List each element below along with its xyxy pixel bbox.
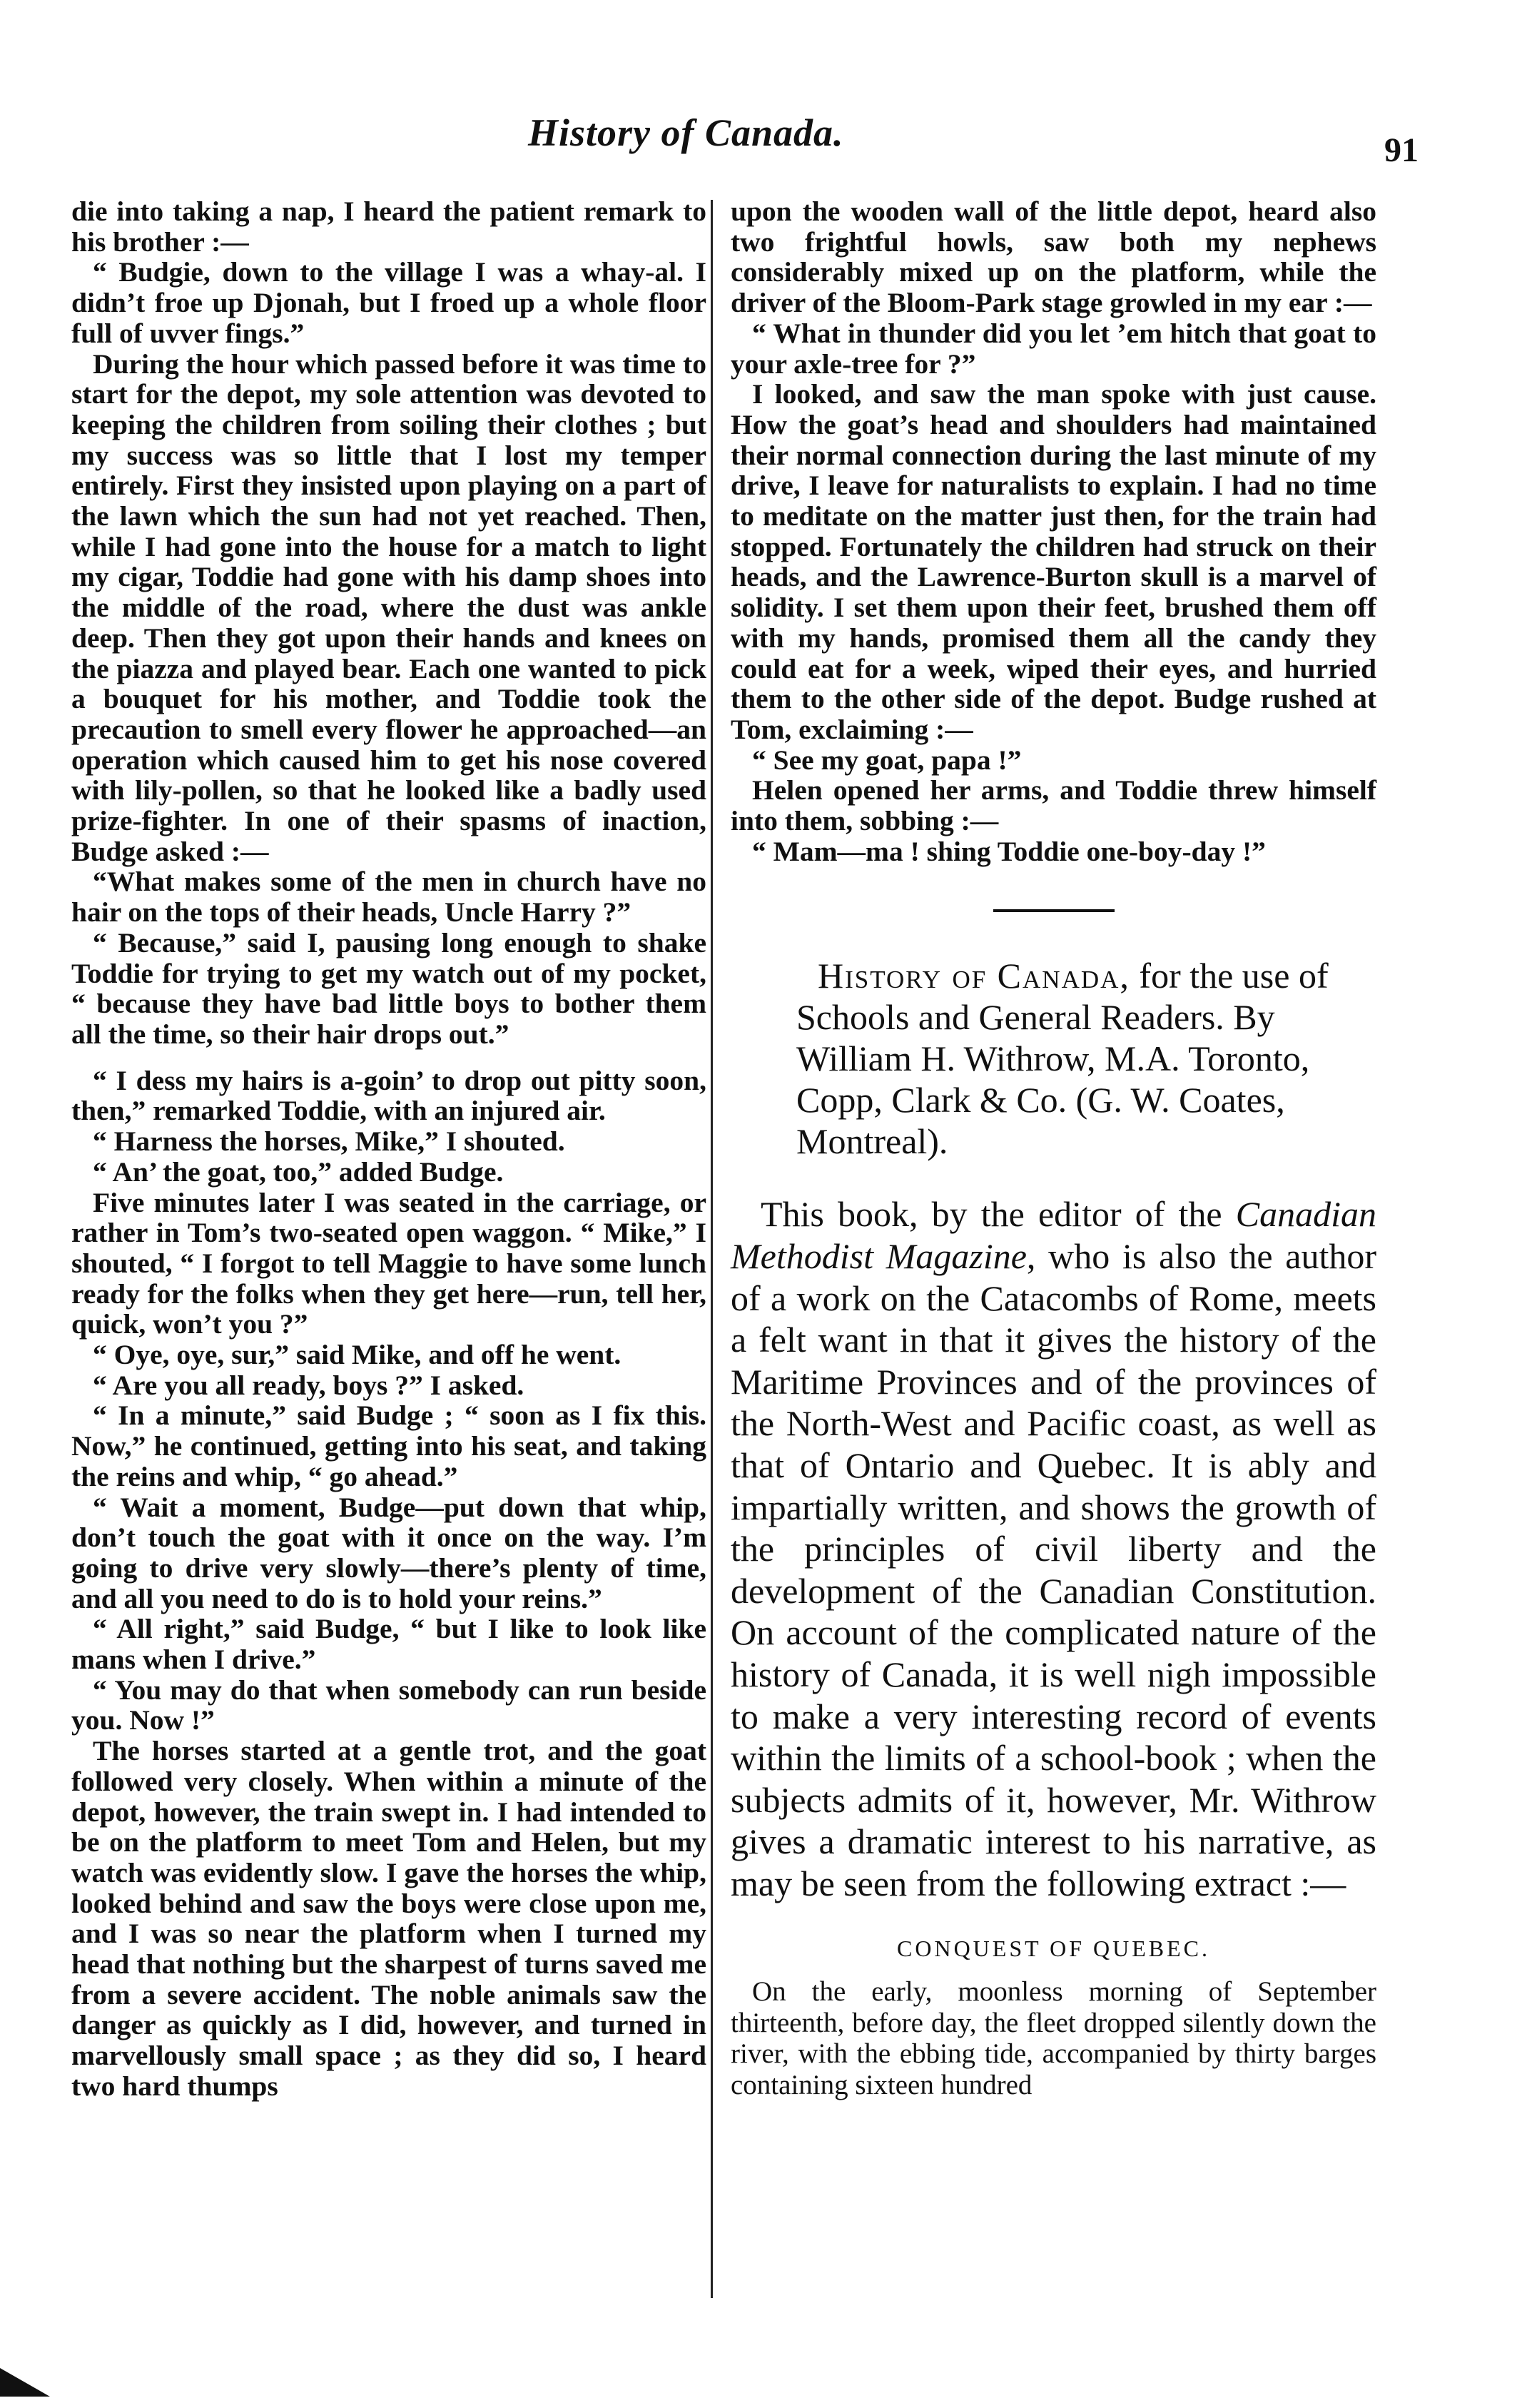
running-title: History of Canada. [528, 111, 844, 154]
paragraph: “ You may do that when somebody can run beside you. Now !” [71, 1674, 706, 1736]
page-number: 91 [1384, 131, 1419, 169]
paragraph: “ Are you all ready, boys ?” I asked. [93, 1369, 524, 1401]
review-body [731, 1193, 1376, 1904]
paragraph: “ Oye, oye, sur,” said Mike, and off he went. [93, 1339, 622, 1371]
story-continuation [731, 196, 1376, 866]
paragraph: On the early, moonless morning of September thirteenth, before day, the fleet dropped silently down the river, with the ebbing tide, accompanied by thirty barges containing sixteen hundred [731, 1976, 1376, 2100]
paragraph: During the hour which passed before it was time to start for the depot, my sole attention was devoted to keeping the children from soiling their clothes ; but my success was so little that I lost my temper entirely. First they insisted upon playing on a part of the lawn which the sun had not yet reached. Then, while I had gone into the house for a match to light my cigar, Toddie had gone with his damp shoes into the middle of the road, where the dust was ankle deep. Then they got upon their hands and knees on the piazza and played bear. Each one wanted to pick a bouquet for his mother, and Toddie took the precaution to smell every flower he approached—an operation which caused him to get his nose covered with lily-pollen, so that he looked like a badly used prize-fighter. In one of their spasms of inaction, Budge asked :— [71, 348, 706, 867]
left-column [71, 196, 706, 2102]
section-rule [993, 909, 1115, 912]
paragraph: Five minutes later I was seated in the carriage, or rather in Tom’s two-seated open waggon. “ Mike,” I shouted, “ I forgot to tell Maggie to have some lunch ready for the folks when they get here—run, tell her, quick, won’t you ?” [71, 1186, 706, 1340]
paragraph: “ Harness the horses, Mike,” I shouted. [93, 1125, 565, 1158]
extract-body [731, 1976, 1376, 2100]
right-column [731, 196, 1376, 2100]
paragraph: “ Because,” said I, pausing long enough to shake Toddie for trying to get my watch out of my pocket, “ because they have bad little boys to bother them all the time, so their hair drops out.” [71, 926, 706, 1050]
review-text-part: , who is also the author of a work on the Catacombs of Rome, meets a felt want in that it gives the history of the Maritime Provinces and of the provinces of the North-West and Pacific coast, as well as that of Ontario and Quebec. It is ably and impartially written, and shows the growth of the principles of civil liberty and the development of the Canadian Constitution. On account of the complicated nature of the history of Canada, it is well nigh impossible to make a very interesting record of events within the limits of a school-book ; when the subjects admits of it, however, Mr. Withrow gives a dramatic interest to his narrative, as may be seen from the following extract :— [731, 1236, 1376, 1903]
paragraph: “ All right,” said Budge, “ but I like to look like mans when I drive.” [71, 1613, 706, 1676]
column-divider [711, 200, 713, 2298]
page-edge-shadow [0, 2368, 50, 2397]
paragraph: “ Budgie, down to the village I was a whay-al. I didn’t froe up Djonah, but I froed up a whole floor full of uvver fings.” [71, 256, 706, 349]
paragraph: I looked, and saw the man spoke with just cause. How the goat’s head and shoulders had maintained their normal connection during the last minute of my drive, I leave for naturalists to explain. I had no time to meditate on the matter just then, for the train had stopped. Fortunately the children had struck on their heads, and the Lawrence-Burton skull is a marvel of solidity. I set them upon their feet, brushed them off with my hands, promised them all the candy they could eat for a week, wiped their eyes, and hurried them to the other side of the depot. Budge rushed at Tom, exclaiming :— [731, 378, 1376, 745]
paragraph: “ In a minute,” said Budge ; “ soon as I fix this. Now,” he continued, getting into his seat, and taking the reins and whip, “ go ahead.” [71, 1400, 706, 1492]
paragraph [731, 1193, 1376, 1904]
review-text-part: This book, by the editor of the [761, 1194, 1236, 1235]
paragraph: “What makes some of the men in church have no hair on the tops of their heads, Uncle Harry ?” [71, 866, 706, 929]
paragraph: Helen opened her arms, and Toddie threw himself into them, sobbing :— [731, 774, 1376, 837]
paragraph: The horses started at a gentle trot, and the goat followed very closely. When within a minute of the depot, however, the train swept in. I had intended to be on the platform to meet Tom and Helen, but my watch was evidently slow. I gave the horses the whip, looked behind and saw the boys were close upon me, and I was so near the platform when I turned my head that nothing but the sharpest of turns saved me from a severe accident. The noble animals saw the danger as quickly as I did, however, and turned in marvellously small space ; as they did so, I heard two hard thumps [71, 1735, 706, 2102]
magazine-title: Canadian Methodist Magazine [731, 1194, 1376, 1277]
paragraph: “ See my goat, papa !” [752, 744, 1022, 776]
paragraph: “ I dess my hairs is a-goin’ to drop out pitty soon, then,” remarked Toddie, with an injured air. [71, 1064, 706, 1127]
paragraph: “ Wait a moment, Budge—put down that whip, don’t touch the goat with it once on the way. I’m going to drive very slowly—there’s plenty of time, and all you need to do is to hold your reins.” [71, 1491, 706, 1614]
paragraph: upon the wooden wall of the little depot, heard also two frightful howls, saw both my nephews considerably mixed up on the platform, while the driver of the Bloom-Park stage growled in my ear :— [731, 196, 1376, 319]
paragraph: “ Mam—ma ! shing Toddie one-boy-day !” [752, 835, 1266, 867]
review-book-title: History of Canada, [818, 956, 1130, 996]
paragraph: “ What in thunder did you let ’em hitch that goat to your axle-tree for ?” [731, 317, 1376, 380]
review-book-details: for the use of Schools and General Readers. By William H. Withrow, M.A. Toronto, Copp, Clark & Co. (G. W. Coates, Montreal). [796, 956, 1329, 1162]
review-heading [731, 955, 1376, 1162]
page-header [0, 111, 1522, 175]
paragraph: die into taking a nap, I heard the patient remark to his brother :— [71, 196, 706, 258]
extract-title: CONQUEST OF QUEBEC. [897, 1935, 1210, 1961]
paragraph: “ An’ the goat, too,” added Budge. [93, 1155, 504, 1188]
